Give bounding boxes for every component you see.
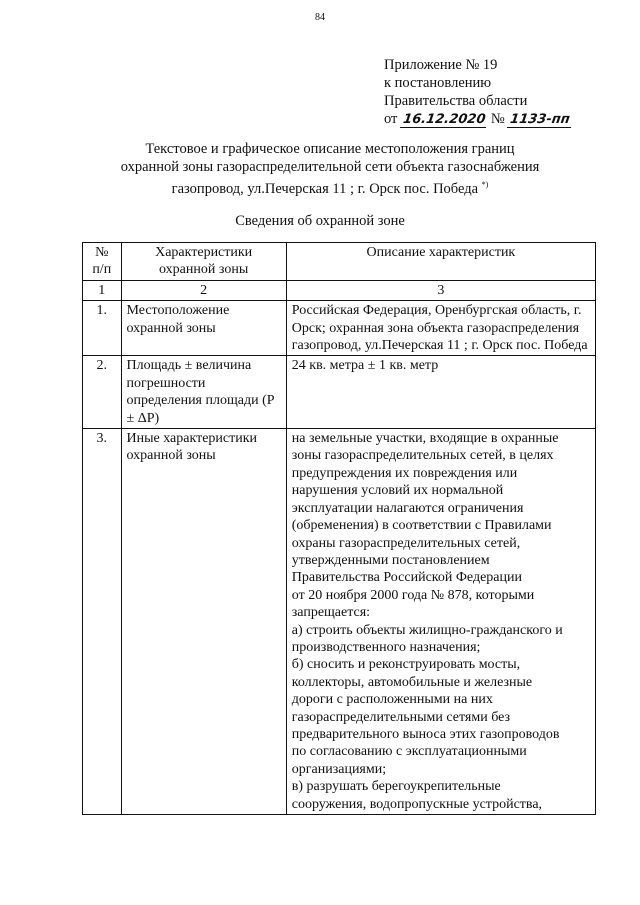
page-number: 84	[315, 12, 325, 23]
restriction-line: коллекторы, автомобильные и железные	[291, 674, 533, 690]
document-title	[60, 140, 600, 198]
footnote-mark: *)	[481, 180, 489, 189]
restriction-line: от 20 ноября 2000 года № 878, которыми	[291, 587, 535, 603]
title-line-3-text: газопровод, ул.Печерская 11 ; г. Орск пос. Победа	[171, 180, 479, 197]
restriction-line: эксплуатации налагаются ограничения	[291, 500, 524, 516]
appendix-line-2: к постановлению	[384, 75, 492, 91]
zone-info-table	[82, 242, 596, 815]
row-characteristic: Иные характеристики охранной зоны	[121, 429, 286, 815]
table-header-row	[83, 243, 596, 281]
restriction-line: по согласованию с эксплуатационными	[291, 744, 527, 760]
restriction-line: в) разрушать берегоукрепительные	[291, 779, 501, 795]
handwritten-number: 1133-пп	[507, 113, 573, 128]
title-line-1: Текстовое и графическое описание местоположения границ	[145, 141, 515, 157]
table-row	[83, 429, 596, 815]
row-description	[286, 429, 595, 815]
restriction-line: организациями;	[291, 761, 387, 777]
restriction-line: сооружения, водопропускные устройства,	[291, 796, 543, 812]
restriction-line: б) сносить и реконструировать мосты,	[291, 657, 521, 673]
from-label: от	[384, 111, 398, 127]
handwritten-date: 16.12.2020	[400, 113, 488, 128]
row-number: 2.	[83, 356, 122, 429]
row-description: 24 кв. метра ± 1 кв. метр	[286, 356, 595, 429]
row-characteristic: Местоположение охранной зоны	[121, 301, 286, 356]
header-characteristics: Характеристики охранной зоны	[121, 243, 286, 281]
title-line-2: охранной зоны газораспределительной сети объекта газоснабжения	[120, 159, 540, 175]
restriction-line: утвержденными постановлением	[291, 552, 490, 568]
number-label: №	[490, 111, 505, 127]
restriction-line: производственного назначения;	[291, 639, 481, 655]
appendix-date-line	[384, 110, 572, 128]
restriction-line: дороги с расположенными на них	[291, 692, 493, 708]
table-index-row	[83, 280, 596, 300]
row-number: 3.	[83, 429, 122, 815]
restriction-line: предварительного выноса этих газопроводов	[291, 726, 560, 742]
restriction-line: запрещается:	[291, 605, 371, 621]
restriction-line: охраны газораспределительных сетей,	[291, 535, 521, 551]
title-line-3	[60, 176, 600, 198]
restriction-line: на земельные участки, входящие в охранные	[291, 431, 559, 447]
header-num: № п/п	[83, 243, 122, 281]
header-description: Описание характеристик	[286, 243, 595, 281]
restriction-line: нарушения условий их нормальной	[291, 483, 504, 499]
table-row	[83, 301, 596, 356]
row-characteristic: Площадь ± величина погрешности определения площади (P ± ΔP)	[121, 356, 286, 429]
section-title: Сведения об охранной зоне	[235, 213, 405, 229]
index-cell-2: 2	[121, 280, 286, 300]
restriction-line: зоны газораспределительных сетей, в целях	[291, 448, 554, 464]
restriction-line: (обременения) в соответствии с Правилами	[291, 518, 552, 534]
row-description: Российская Федерация, Оренбургская область, г. Орск; охранная зона объекта газораспределения газопровод, ул.Печерская 11 ; г. Орск пос. Победа	[286, 301, 595, 356]
appendix-line-3: Правительства области	[384, 93, 528, 109]
table-row	[83, 356, 596, 429]
index-cell-3: 3	[286, 280, 595, 300]
restriction-line: а) строить объекты жилищно-гражданского и	[291, 622, 563, 638]
restriction-line: предупреждения их повреждения или	[291, 465, 518, 481]
row-number: 1.	[83, 301, 122, 356]
restriction-line: Правительства Российской Федерации	[291, 570, 522, 586]
appendix-line-1: Приложение № 19	[384, 57, 498, 73]
index-cell-1: 1	[83, 280, 122, 300]
appendix-block	[384, 56, 572, 128]
restriction-line: газораспределительными сетями без	[291, 709, 511, 725]
